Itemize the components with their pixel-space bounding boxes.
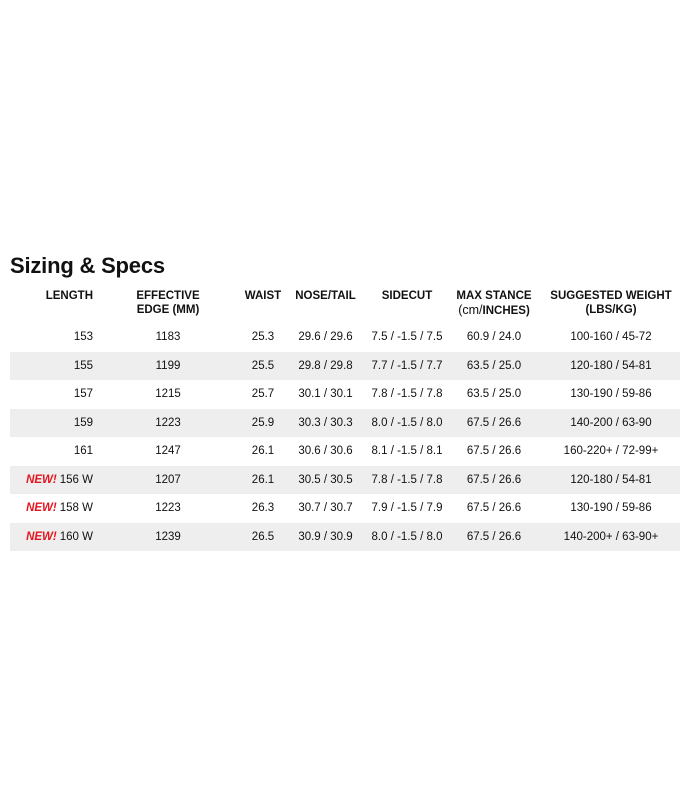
cell-waist bbox=[243, 380, 283, 409]
cell-length bbox=[10, 352, 93, 381]
cell-sidecut bbox=[368, 466, 446, 495]
cell-effective-edge-value: 1223 bbox=[155, 502, 181, 515]
cell-length bbox=[10, 409, 93, 438]
cell-max-stance-value: 67.5 / 26.6 bbox=[466, 502, 522, 515]
cell-max-stance-value: 60.9 / 24.0 bbox=[466, 331, 522, 344]
cell-max-stance-value: 67.5 / 26.6 bbox=[466, 530, 522, 543]
cell-sidecut-value: 7.8 / -1.5 / 7.8 bbox=[371, 473, 443, 486]
cell-length-value: 155 bbox=[73, 359, 93, 372]
table-row bbox=[10, 466, 680, 495]
cell-max-stance bbox=[446, 409, 542, 438]
cell-sidecut-value: 7.7 / -1.5 / 7.7 bbox=[371, 359, 443, 372]
cell-length-value: 156 W bbox=[59, 473, 93, 486]
cell-suggested-weight bbox=[542, 323, 680, 352]
cell-max-stance bbox=[446, 380, 542, 409]
cell-effective-edge bbox=[93, 352, 243, 381]
cell-nose-tail-value: 29.8 / 29.8 bbox=[298, 359, 353, 372]
cell-suggested-weight-value: 140-200 / 63-90 bbox=[570, 416, 652, 429]
sizing-specs-section bbox=[10, 252, 680, 551]
table-row bbox=[10, 409, 680, 438]
cell-nose-tail-value: 30.7 / 30.7 bbox=[298, 502, 353, 515]
cell-max-stance bbox=[446, 352, 542, 381]
cell-effective-edge bbox=[93, 409, 243, 438]
cell-nose-tail bbox=[283, 494, 368, 523]
table-row bbox=[10, 523, 680, 552]
cell-length bbox=[10, 494, 93, 523]
cell-length bbox=[10, 380, 93, 409]
cell-suggested-weight bbox=[542, 409, 680, 438]
header-length: LENGTH bbox=[45, 290, 93, 302]
cell-length-value: 158 W bbox=[59, 502, 93, 515]
header-nose-tail: NOSE/TAIL bbox=[295, 290, 356, 302]
specs-table-body bbox=[10, 323, 680, 551]
cell-suggested-weight-value: 120-180 / 54-81 bbox=[570, 473, 652, 486]
new-badge: NEW! bbox=[26, 530, 57, 543]
cell-suggested-weight-value: 140-200+ / 63-90+ bbox=[563, 530, 659, 543]
cell-effective-edge bbox=[93, 523, 243, 552]
cell-suggested-weight bbox=[542, 466, 680, 495]
cell-max-stance-value: 63.5 / 25.0 bbox=[466, 359, 522, 372]
cell-length-value: 160 W bbox=[59, 530, 93, 543]
table-row bbox=[10, 437, 680, 466]
cell-suggested-weight bbox=[542, 494, 680, 523]
cell-waist-value: 25.3 bbox=[251, 331, 275, 344]
cell-effective-edge bbox=[93, 380, 243, 409]
cell-sidecut-value: 8.0 / -1.5 / 8.0 bbox=[371, 530, 443, 543]
cell-waist bbox=[243, 352, 283, 381]
cell-suggested-weight bbox=[542, 352, 680, 381]
header-effective-edge bbox=[93, 285, 243, 323]
cell-sidecut bbox=[368, 409, 446, 438]
cell-effective-edge-value: 1239 bbox=[155, 530, 181, 543]
cell-nose-tail bbox=[283, 352, 368, 381]
cell-nose-tail-value: 30.9 / 30.9 bbox=[298, 530, 353, 543]
cell-effective-edge-value: 1183 bbox=[155, 331, 181, 344]
header-sidecut: SIDECUT bbox=[381, 290, 433, 302]
header-suggested-weight bbox=[542, 285, 680, 323]
cell-waist bbox=[243, 323, 283, 352]
cell-suggested-weight bbox=[542, 437, 680, 466]
cell-effective-edge bbox=[93, 323, 243, 352]
cell-waist bbox=[243, 494, 283, 523]
cell-nose-tail bbox=[283, 323, 368, 352]
cell-length-value: 153 bbox=[73, 331, 93, 344]
cell-sidecut-value: 7.8 / -1.5 / 7.8 bbox=[371, 388, 443, 401]
cell-length bbox=[10, 437, 93, 466]
cell-nose-tail-value: 29.6 / 29.6 bbox=[298, 331, 353, 344]
cell-effective-edge bbox=[93, 494, 243, 523]
cell-effective-edge bbox=[93, 437, 243, 466]
table-row bbox=[10, 494, 680, 523]
cell-nose-tail bbox=[283, 380, 368, 409]
cell-waist bbox=[243, 523, 283, 552]
cell-length bbox=[10, 466, 93, 495]
header-max-stance bbox=[446, 285, 542, 323]
cell-nose-tail bbox=[283, 437, 368, 466]
new-badge: NEW! bbox=[26, 473, 57, 486]
cell-suggested-weight-value: 100-160 / 45-72 bbox=[570, 331, 652, 344]
header-stance-unit-in: INCHES) bbox=[482, 305, 530, 317]
header-edge-line1: EFFECTIVE bbox=[136, 290, 200, 302]
table-row bbox=[10, 380, 680, 409]
cell-waist-value: 26.5 bbox=[251, 530, 275, 543]
cell-nose-tail-value: 30.3 / 30.3 bbox=[298, 416, 353, 429]
cell-effective-edge bbox=[93, 466, 243, 495]
cell-max-stance-value: 63.5 / 25.0 bbox=[466, 388, 522, 401]
cell-waist-value: 26.3 bbox=[251, 502, 275, 515]
cell-effective-edge-value: 1199 bbox=[155, 359, 181, 372]
cell-max-stance bbox=[446, 494, 542, 523]
cell-waist bbox=[243, 409, 283, 438]
header-weight-line1: SUGGESTED WEIGHT bbox=[550, 290, 672, 302]
header-weight-line2: (LBS/KG) bbox=[585, 304, 637, 316]
cell-waist-value: 26.1 bbox=[251, 473, 275, 486]
cell-nose-tail bbox=[283, 523, 368, 552]
cell-effective-edge-value: 1215 bbox=[155, 388, 181, 401]
cell-max-stance bbox=[446, 523, 542, 552]
cell-sidecut-value: 8.0 / -1.5 / 8.0 bbox=[371, 416, 443, 429]
cell-effective-edge-value: 1223 bbox=[155, 416, 181, 429]
cell-waist-value: 26.1 bbox=[251, 445, 275, 458]
cell-sidecut bbox=[368, 380, 446, 409]
new-badge: NEW! bbox=[26, 502, 57, 515]
cell-sidecut-value: 8.1 / -1.5 / 8.1 bbox=[371, 445, 443, 458]
cell-waist bbox=[243, 466, 283, 495]
cell-waist bbox=[243, 437, 283, 466]
cell-max-stance bbox=[446, 437, 542, 466]
specs-table bbox=[10, 285, 680, 551]
cell-length-value: 161 bbox=[73, 445, 93, 458]
cell-max-stance bbox=[446, 466, 542, 495]
header-edge-line2: EDGE (MM) bbox=[136, 304, 200, 316]
cell-sidecut bbox=[368, 437, 446, 466]
cell-sidecut bbox=[368, 352, 446, 381]
cell-length bbox=[10, 523, 93, 552]
cell-nose-tail-value: 30.6 / 30.6 bbox=[298, 445, 353, 458]
cell-suggested-weight-value: 120-180 / 54-81 bbox=[570, 359, 652, 372]
cell-nose-tail bbox=[283, 466, 368, 495]
cell-suggested-weight bbox=[542, 523, 680, 552]
cell-length-value: 159 bbox=[73, 416, 93, 429]
cell-max-stance-value: 67.5 / 26.6 bbox=[466, 473, 522, 486]
cell-suggested-weight-value: 160-220+ / 72-99+ bbox=[563, 445, 659, 458]
cell-effective-edge-value: 1207 bbox=[155, 473, 181, 486]
header-stance-line1: MAX STANCE bbox=[456, 290, 532, 302]
cell-sidecut-value: 7.9 / -1.5 / 7.9 bbox=[371, 502, 443, 515]
cell-suggested-weight-value: 130-190 / 59-86 bbox=[570, 388, 652, 401]
specs-table-header bbox=[10, 285, 680, 323]
cell-suggested-weight-value: 130-190 / 59-86 bbox=[570, 502, 652, 515]
cell-waist-value: 25.7 bbox=[251, 388, 275, 401]
cell-max-stance bbox=[446, 323, 542, 352]
cell-nose-tail bbox=[283, 409, 368, 438]
cell-sidecut-value: 7.5 / -1.5 / 7.5 bbox=[371, 331, 443, 344]
section-title: Sizing & Specs bbox=[10, 253, 165, 278]
header-waist: WAIST bbox=[244, 290, 282, 302]
cell-waist-value: 25.9 bbox=[251, 416, 275, 429]
table-row bbox=[10, 323, 680, 352]
header-row bbox=[10, 285, 680, 323]
cell-max-stance-value: 67.5 / 26.6 bbox=[466, 445, 522, 458]
cell-length bbox=[10, 323, 93, 352]
cell-suggested-weight bbox=[542, 380, 680, 409]
cell-sidecut bbox=[368, 494, 446, 523]
cell-nose-tail-value: 30.5 / 30.5 bbox=[298, 473, 353, 486]
cell-waist-value: 25.5 bbox=[251, 359, 275, 372]
header-stance-unit-cm: (cm/ bbox=[458, 303, 483, 317]
cell-effective-edge-value: 1247 bbox=[155, 445, 181, 458]
cell-sidecut bbox=[368, 523, 446, 552]
table-row bbox=[10, 352, 680, 381]
cell-nose-tail-value: 30.1 / 30.1 bbox=[298, 388, 353, 401]
cell-sidecut bbox=[368, 323, 446, 352]
cell-length-value: 157 bbox=[73, 388, 93, 401]
cell-max-stance-value: 67.5 / 26.6 bbox=[466, 416, 522, 429]
